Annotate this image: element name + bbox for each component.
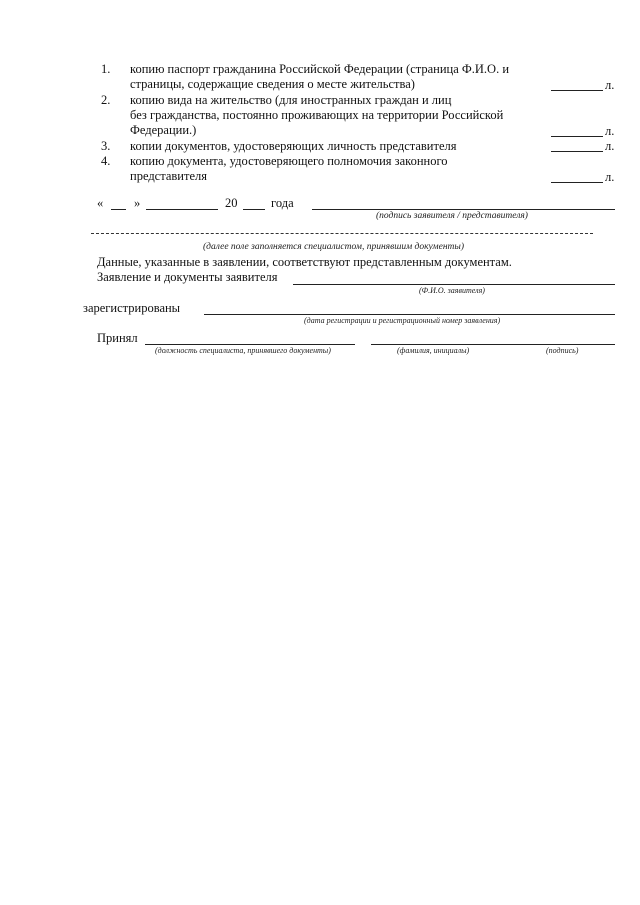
list-item-number: 1. [101, 62, 111, 76]
section-divider [91, 233, 593, 234]
sheet-count-field[interactable] [551, 182, 603, 183]
position-caption: (должность специалиста, принявшего документы) [155, 346, 331, 355]
list-item-text: копию паспорт гражданина Российской Федерации (страница Ф.И.О. и [130, 62, 510, 76]
list-item-text: представителя [130, 169, 207, 183]
day-field[interactable] [111, 209, 126, 210]
sheet-unit-label: л. [605, 78, 615, 92]
year-suffix: года [271, 196, 294, 210]
registration-caption: (дата регистрации и регистрационный номер заявления) [304, 316, 501, 325]
list-item-number: 4. [101, 154, 111, 168]
data-statement: Данные, указанные в заявлении, соответствуют представленным документам. [97, 255, 512, 269]
fio-caption: (Ф.И.О. заявителя) [419, 286, 485, 295]
list-item-text: копию вида на жительство (для иностранных граждан и лиц [130, 93, 452, 107]
docs-label: Заявление и документы заявителя [97, 270, 278, 284]
sheet-unit-label: л. [605, 124, 615, 138]
list-item-text: без гражданства, постоянно проживающих на территории Российской [130, 108, 504, 122]
list-item-text: копии документов, удостоверяющих личность представителя [130, 139, 457, 153]
list-item-text: Федерации.) [130, 123, 197, 137]
specialist-name-signature-field[interactable] [371, 344, 615, 345]
registered-label: зарегистрированы [83, 301, 181, 315]
list-item-number: 2. [101, 93, 111, 107]
sheet-count-field[interactable] [551, 90, 603, 91]
specialist-position-field[interactable] [145, 344, 355, 345]
list-item-number: 3. [101, 139, 111, 153]
year-prefix: 20 [225, 196, 238, 210]
year-field[interactable] [243, 209, 265, 210]
signature-caption: (подпись заявителя / представителя) [376, 211, 528, 221]
close-quote: » [134, 196, 141, 210]
specialist-signature-caption: (подпись) [546, 346, 579, 355]
month-field[interactable] [146, 209, 218, 210]
name-caption: (фамилия, инициалы) [397, 346, 470, 355]
applicant-fio-field[interactable] [293, 284, 615, 285]
list-item-text: копию документа, удостоверяющего полномочия законного [130, 154, 448, 168]
sheet-count-field[interactable] [551, 136, 603, 137]
sheet-unit-label: л. [605, 139, 615, 153]
sheet-count-field[interactable] [551, 151, 603, 152]
list-item-text: страницы, содержащие сведения о месте жительства) [130, 77, 415, 91]
sheet-unit-label: л. [605, 170, 615, 184]
applicant-signature-field[interactable] [312, 209, 615, 210]
accepted-label: Принял [97, 331, 138, 345]
open-quote: « [97, 196, 104, 210]
specialist-intro-caption: (далее поле заполняется специалистом, принявшим документы) [203, 242, 464, 252]
registration-field[interactable] [204, 314, 615, 315]
